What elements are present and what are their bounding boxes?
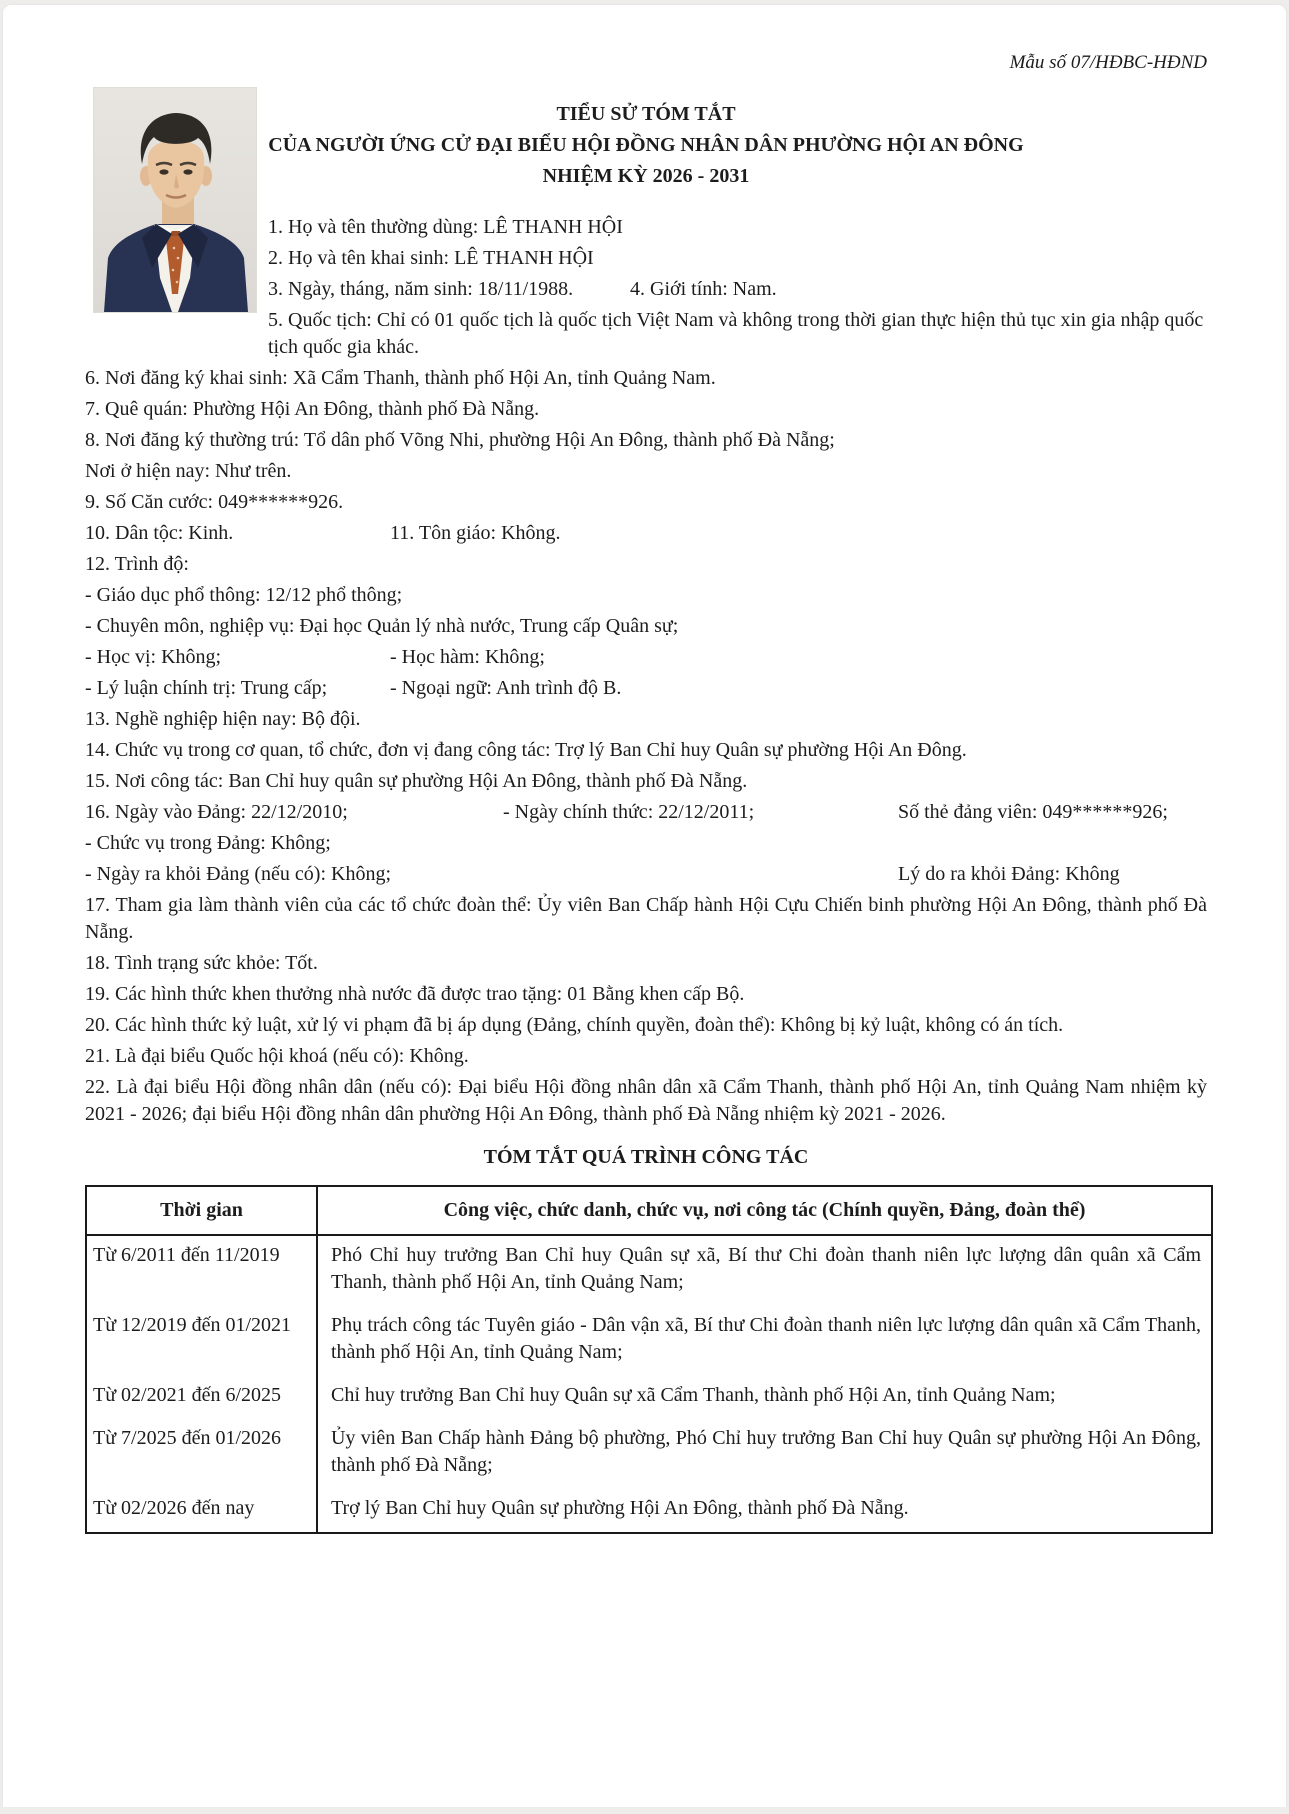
item-occupation: 13. Nghề nghiệp hiện nay: Bộ đội. <box>85 708 361 730</box>
form-code: Mẫu số 07/HĐBC-HĐND <box>1009 52 1207 73</box>
item-current-residence: Nơi ở hiện nay: Như trên. <box>85 460 292 482</box>
row-description: Trợ lý Ban Chỉ huy Quân sự phường Hội An Đông, thành phố Đà Nẵng. <box>331 1497 909 1519</box>
item-gender: 4. Giới tính: Nam. <box>630 278 777 300</box>
document-content <box>3 5 1286 1534</box>
item-qualifications-label: 12. Trình độ: <box>85 553 189 575</box>
row-period: Từ 7/2025 đến 01/2026 <box>86 1419 317 1489</box>
row-description: Chỉ huy trưởng Ban Chỉ huy Quân sự xã Cẩm Thanh, thành phố Hội An, tỉnh Quảng Nam; <box>331 1384 1056 1406</box>
item-position: 14. Chức vụ trong cơ quan, tổ chức, đơn vị đang công tác: Trợ lý Ban Chỉ huy Quân sự phường Hội An Đông. <box>85 739 967 761</box>
item-workplace: 15. Nơi công tác: Ban Chỉ huy quân sự phường Hội An Đông, thành phố Đà Nẵng. <box>85 770 748 792</box>
row-period: Từ 02/2021 đến 6/2025 <box>86 1376 317 1419</box>
item-party-card-number: Số thẻ đảng viên: 049******926; <box>898 801 1168 823</box>
item-theory-language <box>85 675 1207 702</box>
item-birth-registration: 6. Nơi đăng ký khai sinh: Xã Cẩm Thanh, thành phố Hội An, tỉnh Quảng Nam. <box>85 367 716 389</box>
header-period: Thời gian <box>86 1186 317 1235</box>
item-political-theory: - Lý luận chính trị: Trung cấp; <box>85 677 328 699</box>
document-page <box>3 5 1286 1807</box>
item-permanent-residence: 8. Nơi đăng ký thường trú: Tổ dân phố Võng Nhi, phường Hội An Đông, thành phố Đà Nẵng; <box>85 429 835 451</box>
items-beside-photo <box>268 214 1207 361</box>
item-party-leave <box>85 861 1207 888</box>
table-row <box>86 1306 1212 1376</box>
item-hometown: 7. Quê quán: Phường Hội An Đông, thành phố Đà Nẵng. <box>85 398 540 420</box>
item-religion: 11. Tôn giáo: Không. <box>390 522 561 544</box>
row-description: Phụ trách công tác Tuyên giáo - Dân vận xã, Bí thư Chi đoàn thanh niên lực lượng dân quân xã Cẩm Thanh, thành phố Hội An, tỉnh Quảng Nam; <box>331 1314 1201 1363</box>
item-birthdate: 3. Ngày, tháng, năm sinh: 18/11/1988. <box>268 278 574 300</box>
table-row <box>86 1376 1212 1419</box>
page-bottom-edge <box>0 1807 1289 1814</box>
item-id-number: 9. Số Căn cước: 049******926. <box>85 491 344 513</box>
item-national-assembly: 21. Là đại biểu Quốc hội khoá (nếu có): Không. <box>85 1045 469 1067</box>
row-period: Từ 6/2011 đến 11/2019 <box>86 1235 317 1306</box>
item-ethnicity-religion <box>85 520 1207 547</box>
table-row <box>86 1235 1212 1306</box>
item-academic-degree: - Học vị: Không; <box>85 646 222 668</box>
title-line-1: TIỂU SỬ TÓM TẮT <box>556 103 736 125</box>
item-discipline: 20. Các hình thức kỷ luật, xử lý vi phạm đã bị áp dụng (Đảng, chính quyền, đoàn thể): Không bị kỷ luật, không có án tích. <box>85 1014 1064 1036</box>
work-history-table <box>85 1185 1213 1534</box>
header-description: Công việc, chức danh, chức vụ, nơi công tác (Chính quyền, Đảng, đoàn thể) <box>317 1186 1212 1235</box>
table-row <box>86 1489 1212 1533</box>
item-party-dates <box>85 799 1207 826</box>
biography-section <box>85 214 1207 1128</box>
item-organizations: 17. Tham gia làm thành viên của các tổ chức đoàn thể: Ủy viên Ban Chấp hành Hội Cựu Chiến binh phường Hội An Đông, thành phố Đà Nẵng. <box>85 894 1207 943</box>
item-birthdate-gender <box>268 276 1207 303</box>
item-awards: 19. Các hình thức khen thưởng nhà nước đã được trao tặng: 01 Bằng khen cấp Bộ. <box>85 983 745 1005</box>
item-birth-name: 2. Họ và tên khai sinh: LÊ THANH HỘI <box>268 247 594 269</box>
item-nationality: 5. Quốc tịch: Chỉ có 01 quốc tịch là quốc tịch Việt Nam và không trong thời gian thực hiện thủ tục xin gia nhập quốc tịch quốc gia khác. <box>268 309 1204 358</box>
item-academic-rank: - Học hàm: Không; <box>390 646 545 668</box>
item-ethnicity: 10. Dân tộc: Kinh. <box>85 522 234 544</box>
item-health: 18. Tình trạng sức khỏe: Tốt. <box>85 952 318 974</box>
item-party-official-date: - Ngày chính thức: 22/12/2011; <box>503 801 755 823</box>
item-foreign-language: - Ngoại ngữ: Anh trình độ B. <box>390 677 622 699</box>
row-description: Ủy viên Ban Chấp hành Đảng bộ phường, Phó Chỉ huy trưởng Ban Chỉ huy Quân sự phường Hội An Đông, thành phố Đà Nẵng; <box>331 1427 1201 1476</box>
item-party-leave-date: - Ngày ra khỏi Đảng (nếu có): Không; <box>85 863 392 885</box>
item-peoples-council: 22. Là đại biểu Hội đồng nhân dân (nếu có): Đại biểu Hội đồng nhân dân xã Cẩm Thanh, thành phố Hội An, tỉnh Quảng Nam nhiệm kỳ 2021 - 2026; đại biểu Hội đồng nhân dân phường Hội An Đông, thành phố Đà Nẵng nhiệm kỳ 2021 - 2026. <box>85 1076 1207 1125</box>
table-row <box>86 1419 1212 1489</box>
item-general-education: - Giáo dục phổ thông: 12/12 phổ thông; <box>85 584 403 606</box>
title-line-2: CỦA NGƯỜI ỨNG CỬ ĐẠI BIỂU HỘI ĐỒNG NHÂN DÂN PHƯỜNG HỘI AN ĐÔNG <box>268 134 1024 156</box>
row-period: Từ 02/2026 đến nay <box>86 1489 317 1533</box>
row-period: Từ 12/2019 đến 01/2021 <box>86 1306 317 1376</box>
document-title <box>85 99 1207 192</box>
item-common-name: 1. Họ và tên thường dùng: LÊ THANH HỘI <box>268 216 623 238</box>
item-professional-education: - Chuyên môn, nghiệp vụ: Đại học Quản lý nhà nước, Trung cấp Quân sự; <box>85 615 679 637</box>
title-line-3: NHIỆM KỲ 2026 - 2031 <box>542 165 750 187</box>
item-party-join-date: 16. Ngày vào Đảng: 22/12/2010; <box>85 801 348 823</box>
item-party-leave-reason: Lý do ra khỏi Đảng: Không <box>898 863 1120 885</box>
item-party-position: - Chức vụ trong Đảng: Không; <box>85 832 331 854</box>
row-description: Phó Chỉ huy trưởng Ban Chỉ huy Quân sự xã, Bí thư Chi đoàn thanh niên lực lượng dân quân xã Cẩm Thanh, thành phố Hội An, tỉnh Quảng Nam; <box>331 1244 1201 1293</box>
item-degree-rank <box>85 644 1207 671</box>
work-history-header-row <box>86 1186 1212 1235</box>
work-history-title: TÓM TẮT QUÁ TRÌNH CÔNG TÁC <box>483 1146 809 1168</box>
